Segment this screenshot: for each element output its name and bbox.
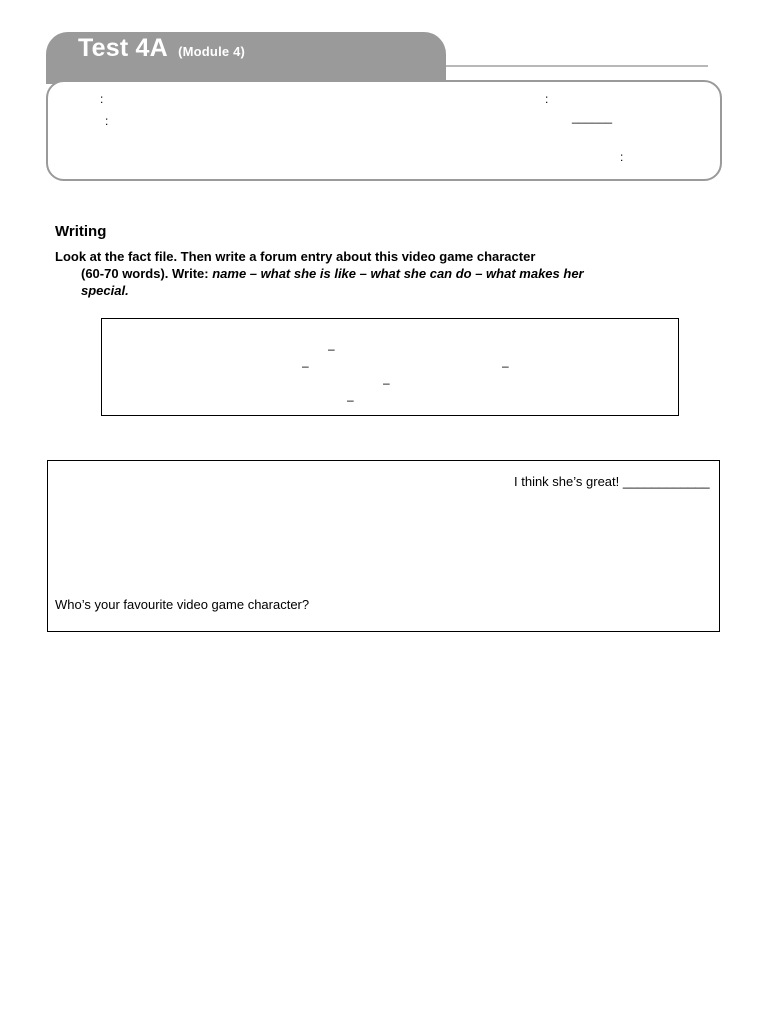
info-blank-line[interactable]: ______ (572, 110, 613, 124)
test-title (78, 34, 245, 63)
forum-question-text: Who’s your favourite video game character? (55, 597, 310, 612)
instruction-word-count: (60-70 words). Write: (81, 266, 213, 281)
student-info-box (46, 80, 722, 181)
test-title-text: Test 4A (78, 34, 167, 62)
task-instruction (55, 248, 695, 299)
instruction-line-3: special. (81, 283, 129, 298)
fact-file-box (101, 318, 679, 416)
instruction-prompts: name – what she is like – what she can do – what makes her (212, 266, 584, 281)
fact-dash: – (347, 393, 354, 407)
info-colon-date: : (545, 92, 549, 106)
header-rule (446, 65, 708, 67)
module-subtitle: (Module 4) (178, 44, 246, 59)
fact-dash: – (383, 376, 390, 390)
info-colon-class: : (105, 114, 109, 128)
instruction-line-1: Look at the fact file. Then write a forum entry about this video game character (55, 249, 536, 264)
info-colon-name: : (100, 92, 104, 106)
fact-dash: – (328, 342, 335, 356)
forum-opinion-text: I think she’s great! ____________ (514, 474, 710, 489)
info-colon-mark: : (620, 150, 624, 164)
fact-dash: – (302, 359, 309, 373)
instruction-line-2 (55, 265, 695, 282)
section-heading: Writing (55, 223, 107, 240)
fact-dash: – (502, 359, 509, 373)
